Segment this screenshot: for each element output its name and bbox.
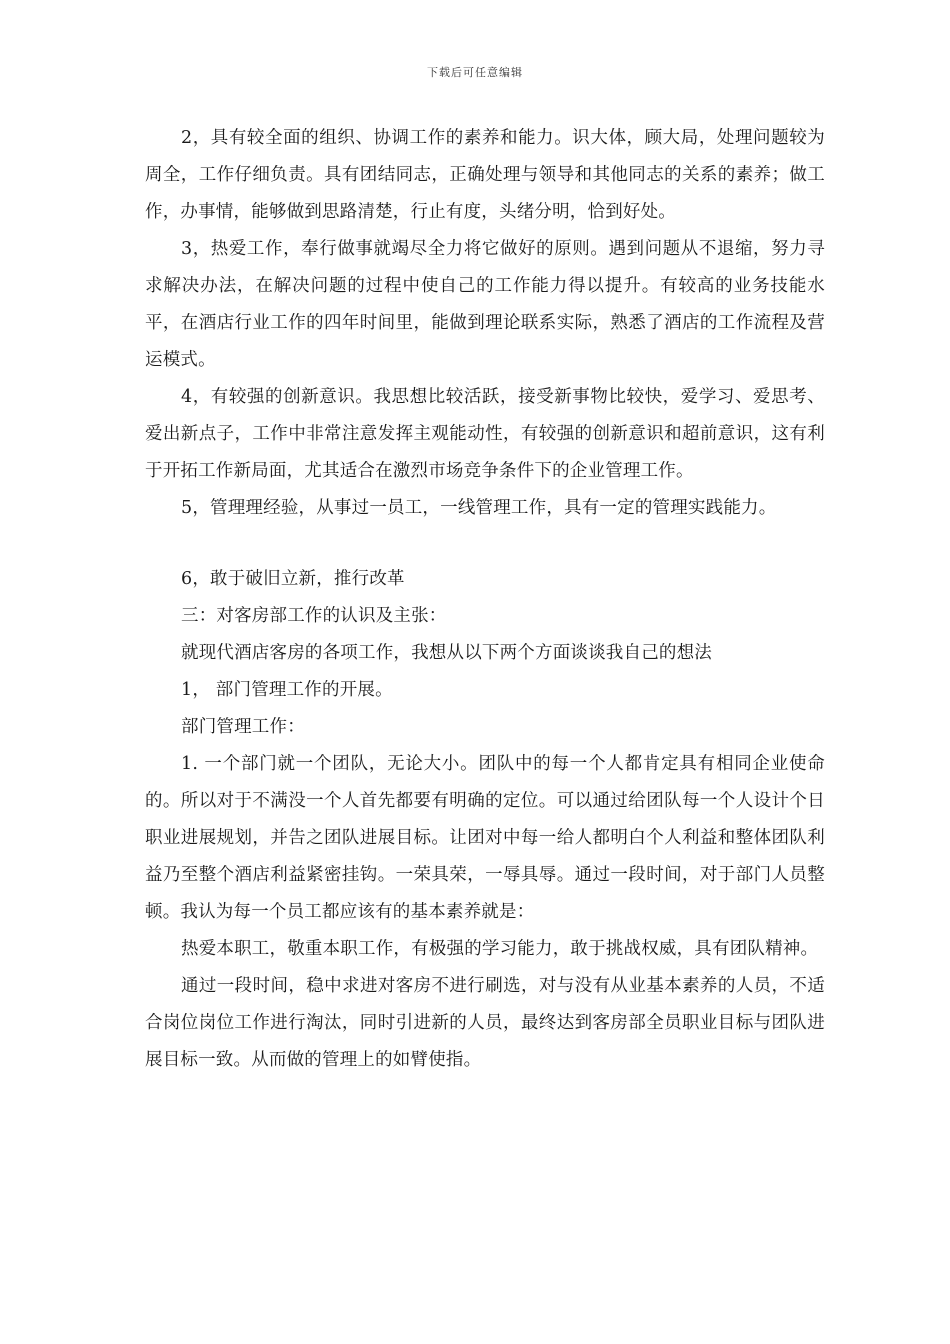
paragraph-item-3: 3，热爱工作，奉行做事就竭尽全力将它做好的原则。遇到问题从不退缩，努力寻求解决办法，在解决问题的过程中使自己的工作能力得以提升。有较高的业务技能水平，在酒店行业工作的四年时间里，能做到理论联系实际，熟悉了酒店的工作流程及营运模式。 xyxy=(145,239,825,370)
header-note: 下载后可任意编辑 xyxy=(427,66,523,79)
paragraph-item-5: 5，管理理经验，从事过一员工，一线管理工作，具有一定的管理实践能力。 xyxy=(181,498,777,518)
qualities-paragraph: 热爱本职工，敬重本职工作，有极强的学习能力，敢于挑战权威，具有团队精神。 xyxy=(181,939,819,959)
screening-paragraph: 通过一段时间，稳中求进对客房不进行刷选，对与没有从业基本素养的人员，不适合岗位岗位工作进行淘汰，同时引进新的人员，最终达到客房部全员职业目标与团队进展目标一致。从而做的管理上的如臂使指。 xyxy=(145,976,825,1070)
paragraph-item-2: 2，具有较全面的组织、协调工作的素养和能力。识大体，顾大局，处理问题较为周全，工作仔细负责。具有团结同志，正确处理与领导和其他同志的关系的素养；做工作，办事情，能够做到思路清楚，行止有度，头绪分明，恰到好处。 xyxy=(145,128,825,222)
section-intro: 就现代酒店客房的各项工作，我想从以下两个方面谈谈我自己的想法 xyxy=(181,643,712,663)
section-heading: 三：对客房部工作的认识及主张： xyxy=(181,606,447,626)
paragraph-item-6: 6，敢于破旧立新，推行改革 xyxy=(181,569,405,589)
document-body xyxy=(145,120,825,1079)
subsection-label: 部门管理工作： xyxy=(181,717,305,737)
team-paragraph: 1. 一个部门就一个团队，无论大小。团队中的每一个人都肯定具有相同企业使命的。所以对于不满没一个人首先都要有明确的定位。可以通过给团队每一个人设计个日职业进展规划，并告之团队进展目标。让团对中每一给人都明白个人利益和整体团队利益乃至整个酒店利益紧密挂钩。一荣具荣，一辱具辱。通过一段时间，对于部门人员整顿。我认为每一个员工都应该有的基本素养就是： xyxy=(145,754,825,922)
subsection-title: 1， 部门管理工作的开展。 xyxy=(181,680,393,700)
paragraph-item-4: 4，有较强的创新意识。我思想比较活跃，接受新事物比较快，爱学习、爱思考、爱出新点子，工作中非常注意发挥主观能动性，有较强的创新意识和超前意识，这有利于开拓工作新局面，尤其适合在激烈市场竞争条件下的企业管理工作。 xyxy=(145,387,825,481)
paragraph-gap xyxy=(145,527,825,561)
